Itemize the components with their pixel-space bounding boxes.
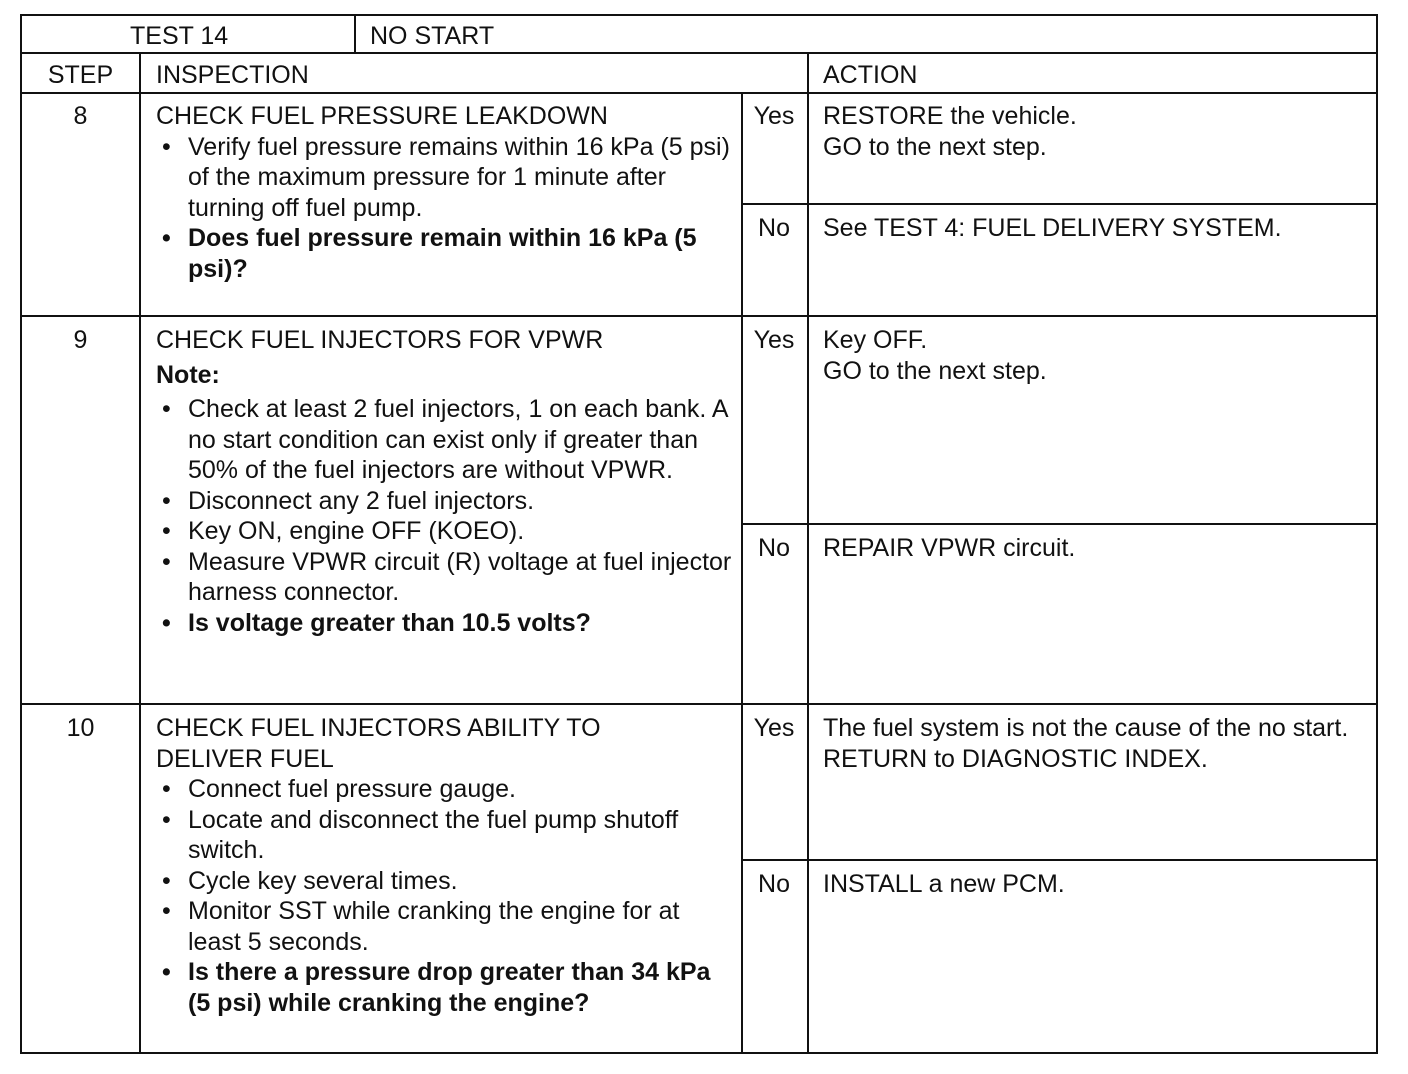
action-line: See TEST 4: FUEL DELIVERY SYSTEM. [823, 214, 1282, 242]
inspection-bullet: • Connect fuel pressure gauge. [156, 774, 736, 805]
action-line: Key OFF. [823, 326, 928, 354]
test-title: NO START [370, 22, 495, 50]
rule-yesno-8 [741, 203, 1376, 205]
column-header-inspection: INSPECTION [156, 61, 309, 89]
yes-label: Yes [753, 102, 795, 130]
action-line: GO to the next step. [823, 132, 1047, 161]
note-heading: Note: [156, 360, 220, 389]
yes-label: Yes [753, 714, 795, 742]
action-line: GO to the next step. [823, 356, 1047, 385]
yes-label: Yes [753, 326, 795, 354]
inspection-bullet: • Locate and disconnect the fuel pump shutoff switch. [156, 805, 736, 866]
diagnostic-table [20, 14, 1378, 1054]
step-title: CHECK FUEL INJECTORS FOR VPWR [156, 326, 604, 354]
inspection-bullet: • Verify fuel pressure remains within 16 kPa (5 psi) of the maximum pressure for 1 minute after turning off fuel pump. [156, 132, 736, 224]
no-label: No [758, 870, 790, 898]
inspection-bullet: • Monitor SST while cranking the engine for at least 5 seconds. [156, 896, 736, 957]
note-bullet: • Check at least 2 fuel injectors, 1 on each bank. A no start condition can exist only if greater than 50% of the fuel injectors are without VPWR. [156, 394, 736, 486]
action-line: The fuel system is not the cause of the no start. RETURN to DIAGNOSTIC INDEX. [823, 714, 1349, 773]
step-title: CHECK FUEL INJECTORS ABILITY TO DELIVER FUEL [156, 714, 601, 773]
rule-yesno-9 [741, 523, 1376, 525]
inspection-list [156, 132, 736, 285]
no-label: No [758, 214, 790, 242]
inspection-question: • Does fuel pressure remain within 16 kPa (5 psi)? [156, 223, 736, 284]
action-line: INSTALL a new PCM. [823, 870, 1065, 898]
step-inspection [156, 713, 736, 1018]
rule-step-col [139, 52, 141, 1054]
inspection-list [156, 394, 736, 638]
inspection-question: • Is voltage greater than 10.5 volts? [156, 608, 736, 639]
step-number: 8 [73, 102, 88, 130]
inspection-bullet: • Measure VPWR circuit (R) voltage at fuel injector harness connector. [156, 547, 736, 608]
inspection-bullet: • Cycle key several times. [156, 866, 736, 897]
rule-yesno-10 [741, 859, 1376, 861]
no-label: No [758, 534, 790, 562]
yes-action [823, 713, 1363, 774]
action-line: RESTORE the vehicle. [823, 102, 1077, 130]
step-title: CHECK FUEL PRESSURE LEAKDOWN [156, 102, 608, 130]
rule-action-col [807, 52, 809, 1054]
step-number: 9 [73, 326, 88, 354]
step-inspection [156, 101, 736, 284]
no-action [823, 213, 1363, 244]
inspection-list [156, 774, 736, 1018]
step-number: 10 [66, 714, 95, 742]
action-line: REPAIR VPWR circuit. [823, 534, 1076, 562]
no-action [823, 533, 1363, 564]
rule-header-split [354, 16, 356, 52]
yes-action [823, 325, 1363, 386]
column-header-action: ACTION [823, 61, 918, 89]
rule-step-9 [22, 315, 1376, 317]
test-label: TEST 14 [130, 22, 229, 50]
rule-step-10 [22, 703, 1376, 705]
inspection-bullet: • Key ON, engine OFF (KOEO). [156, 516, 736, 547]
rule-header [22, 52, 1376, 54]
no-action [823, 869, 1363, 900]
inspection-bullet: • Disconnect any 2 fuel injectors. [156, 486, 736, 517]
inspection-question: • Is there a pressure drop greater than 34 kPa (5 psi) while cranking the engine? [156, 957, 736, 1018]
step-inspection [156, 325, 736, 638]
rule-columns [22, 92, 1376, 94]
column-header-step: STEP [47, 61, 114, 89]
yes-action [823, 101, 1363, 162]
